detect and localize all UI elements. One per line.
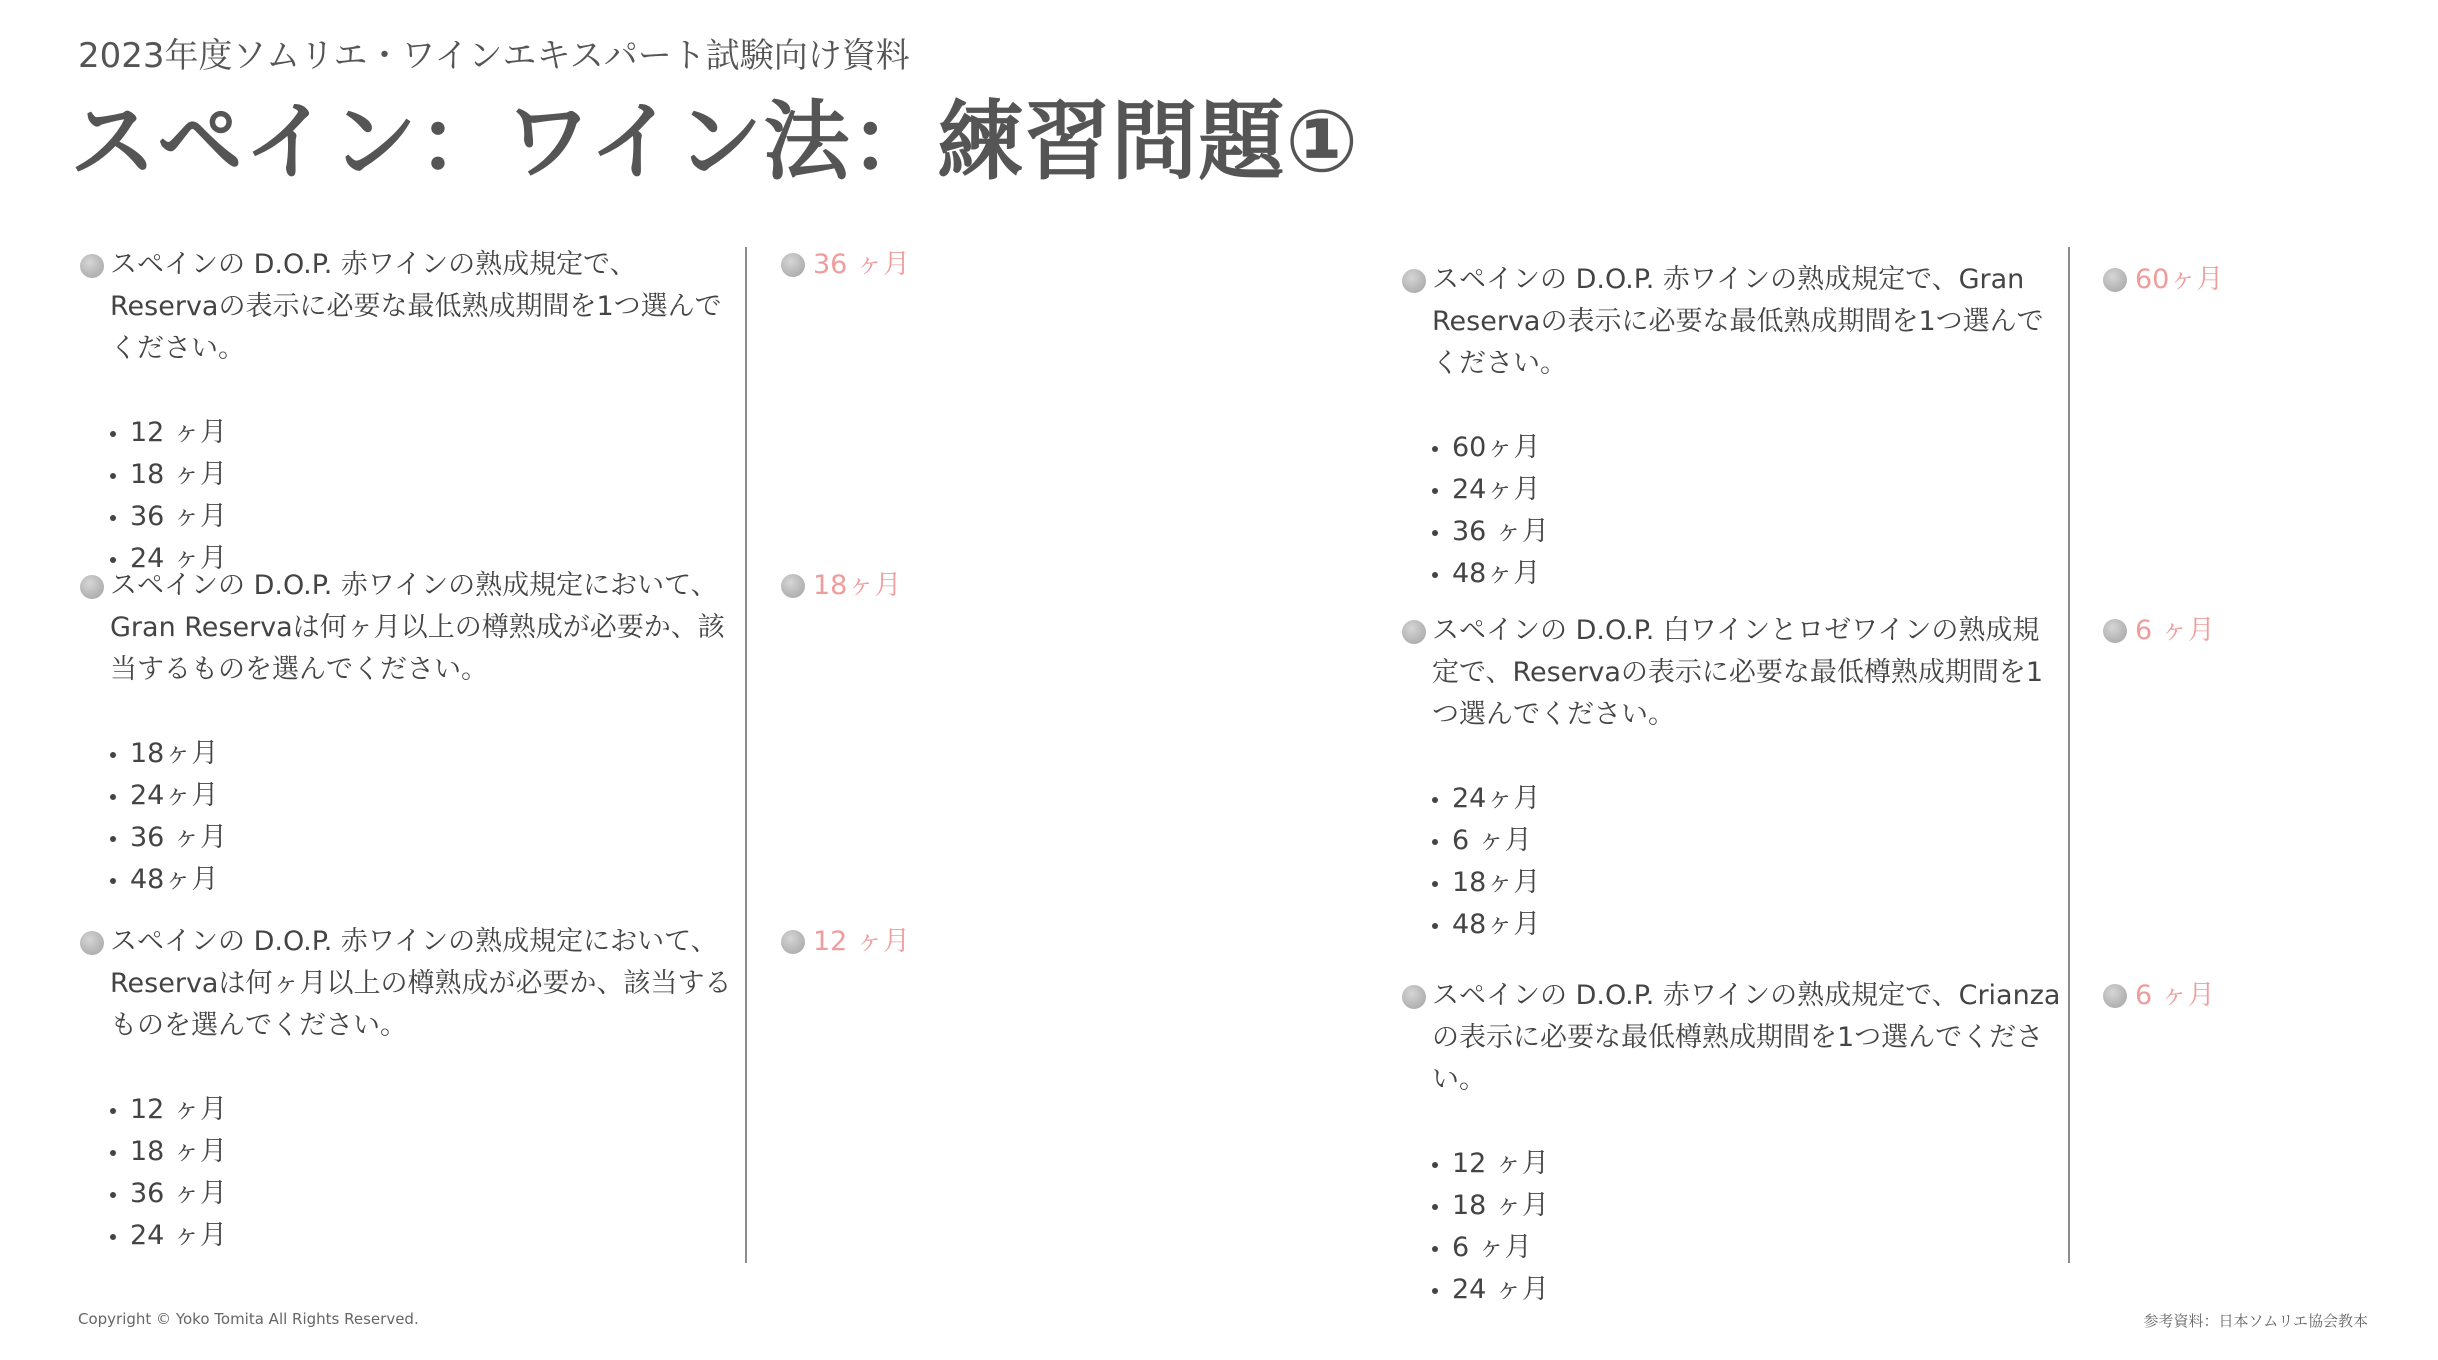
answer-label: [2103, 975, 2215, 1017]
option-item: 48ヶ月: [110, 859, 740, 901]
page-subtitle: 2023年度ソムリエ・ワインエキスパート試験向け資料: [78, 36, 910, 76]
question-bullet-icon: [1402, 985, 1426, 1009]
option-item: 36 ヶ月: [110, 817, 740, 859]
option-item: 12 ヶ月: [110, 412, 740, 454]
question-text: スペインの D.O.P. 赤ワインの熟成規定で、Crianzaの表示に必要な最低樽熟成期間を1つ選んでください。: [1432, 980, 2061, 1095]
option-item: 24ヶ月: [1432, 469, 2062, 511]
option-item: 36 ヶ月: [110, 496, 740, 538]
option-item: 24 ヶ月: [110, 538, 740, 580]
options-list: [80, 733, 740, 901]
question-block: [80, 244, 740, 580]
option-item: 18 ヶ月: [110, 454, 740, 496]
option-item: 18 ヶ月: [1432, 1185, 2062, 1227]
footer-copyright: Copyright © Yoko Tomita All Rights Reserved.: [78, 1310, 419, 1328]
option-item: 48ヶ月: [1432, 553, 2062, 595]
option-item: 60ヶ月: [1432, 427, 2062, 469]
question-bullet-icon: [80, 575, 104, 599]
options-list: [80, 1089, 740, 1257]
option-item: 18ヶ月: [1432, 862, 2062, 904]
answer-bullet-icon: [781, 253, 805, 277]
answer-bullet-icon: [781, 930, 805, 954]
answer-bullet-icon: [2103, 984, 2127, 1008]
answer-text: 36 ヶ月: [813, 249, 910, 280]
option-item: 6 ヶ月: [1432, 1227, 2062, 1269]
option-item: 18 ヶ月: [110, 1131, 740, 1173]
question-text-wrapper: [80, 565, 740, 691]
column-divider-right: [2068, 247, 2070, 1263]
answer-label: [781, 565, 901, 607]
option-item: 18ヶ月: [110, 733, 740, 775]
option-item: 36 ヶ月: [110, 1173, 740, 1215]
question-text: スペインの D.O.P. 赤ワインの熟成規定で、Reservaの表示に必要な最低熟成期間を1つ選んでください。: [110, 249, 722, 364]
answer-bullet-icon: [781, 574, 805, 598]
question-bullet-icon: [80, 931, 104, 955]
answer-bullet-icon: [2103, 619, 2127, 643]
question-bullet-icon: [1402, 620, 1426, 644]
question-bullet-icon: [1402, 269, 1426, 293]
answer-text: 6 ヶ月: [2135, 615, 2215, 646]
answer-text: 60ヶ月: [2135, 264, 2224, 295]
answer-label: [781, 244, 910, 286]
option-item: 48ヶ月: [1432, 904, 2062, 946]
options-list: [1402, 778, 2062, 946]
question-text-wrapper: [80, 921, 740, 1047]
options-list: [1402, 1143, 2062, 1311]
answer-bullet-icon: [2103, 268, 2127, 292]
option-item: 12 ヶ月: [110, 1089, 740, 1131]
question-text-wrapper: [1402, 975, 2062, 1101]
question-block: [1402, 259, 2062, 595]
page-title: スペイン：ワイン法：練習問題①: [70, 92, 1360, 192]
question-text-wrapper: [1402, 610, 2062, 736]
question-block: [1402, 975, 2062, 1311]
question-text: スペインの D.O.P. 白ワインとロゼワインの熟成規定で、Reservaの表示に必要な最低樽熟成期間を1つ選んでください。: [1432, 615, 2044, 730]
question-block: [1402, 610, 2062, 946]
question-bullet-icon: [80, 254, 104, 278]
option-item: 12 ヶ月: [1432, 1143, 2062, 1185]
question-text: スペインの D.O.P. 赤ワインの熟成規定で、Gran Reservaの表示に必要な最低熟成期間を1つ選んでください。: [1432, 264, 2044, 379]
option-item: 36 ヶ月: [1432, 511, 2062, 553]
answer-label: [2103, 610, 2215, 652]
option-item: 24ヶ月: [1432, 778, 2062, 820]
options-list: [1402, 427, 2062, 595]
answer-label: [2103, 259, 2223, 301]
question-text-wrapper: [1402, 259, 2062, 385]
option-item: 24ヶ月: [110, 775, 740, 817]
question-text: スペインの D.O.P. 赤ワインの熟成規定において、Reservaは何ヶ月以上の樽熟成が必要か、該当するものを選んでください。: [110, 926, 732, 1041]
answer-text: 6 ヶ月: [2135, 980, 2215, 1011]
answer-label: [781, 921, 910, 963]
question-block: [80, 565, 740, 901]
options-list: [80, 412, 740, 580]
footer-reference: 参考資料：日本ソムリエ協会教本: [2143, 1312, 2368, 1330]
option-item: 24 ヶ月: [1432, 1269, 2062, 1311]
option-item: 24 ヶ月: [110, 1215, 740, 1257]
column-divider-left: [745, 247, 747, 1263]
question-text: スペインの D.O.P. 赤ワインの熟成規定において、Gran Reservaは何ヶ月以上の樽熟成が必要か、該当するものを選んでください。: [110, 570, 725, 685]
answer-text: 18ヶ月: [813, 570, 902, 601]
option-item: 6 ヶ月: [1432, 820, 2062, 862]
question-block: [80, 921, 740, 1257]
question-text-wrapper: [80, 244, 740, 370]
answer-text: 12 ヶ月: [813, 926, 910, 957]
